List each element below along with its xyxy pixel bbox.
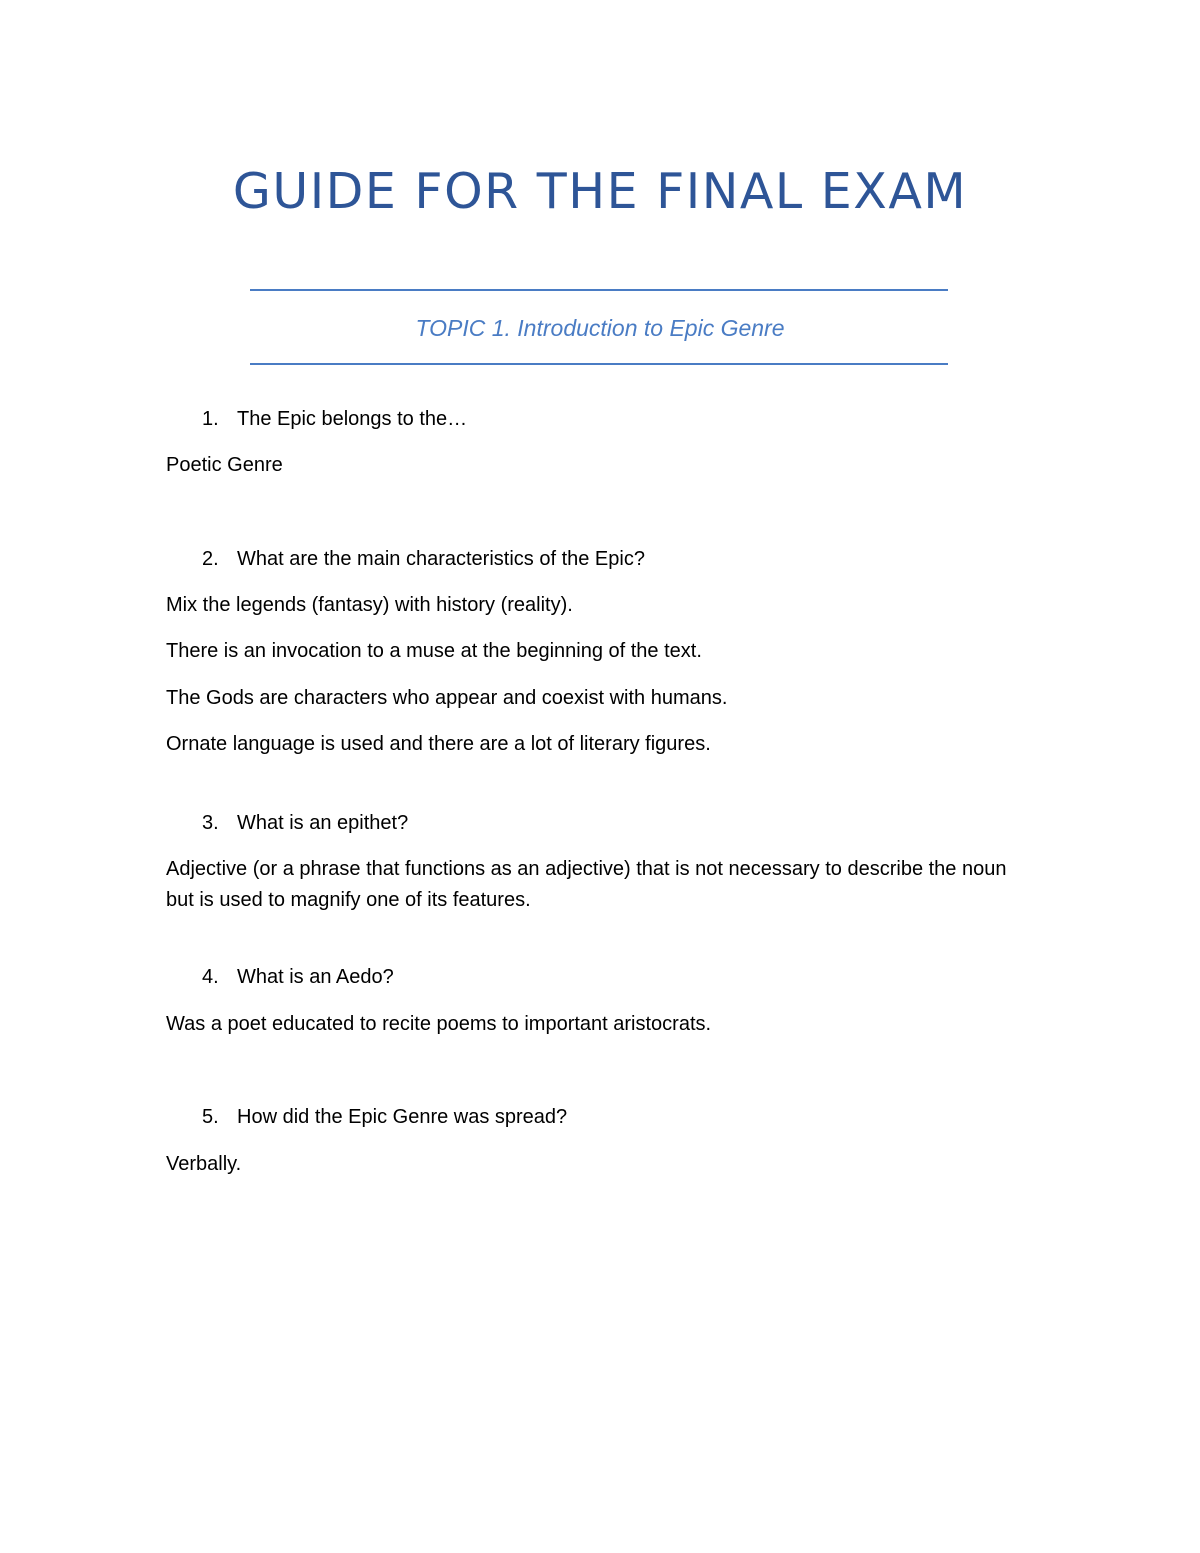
question-text: How did the Epic Genre was spread? <box>237 1106 568 1128</box>
answer-1-line-1: Poetic Genre <box>166 454 283 476</box>
question-4 <box>202 963 394 991</box>
question-text: What are the main characteristics of the Epic? <box>237 548 645 570</box>
question-1 <box>202 405 467 433</box>
answer-2-line-3: The Gods are characters who appear and coexist with humans. <box>166 687 728 709</box>
question-text: What is an epithet? <box>237 812 409 834</box>
topic-top-rule <box>250 289 948 291</box>
question-number: 1. <box>202 408 219 430</box>
answer-2-line-1: Mix the legends (fantasy) with history (reality). <box>166 594 573 616</box>
answer-2-line-2: There is an invocation to a muse at the beginning of the text. <box>166 640 702 662</box>
question-number: 3. <box>202 812 219 834</box>
answer-5-line-1: Verbally. <box>166 1153 242 1175</box>
question-2 <box>202 545 645 573</box>
question-5 <box>202 1103 567 1131</box>
document-title: GUIDE FOR THE FINAL EXAM <box>232 163 968 220</box>
topic-bottom-rule <box>250 363 948 365</box>
question-number: 2. <box>202 548 219 570</box>
answer-2-line-4: Ornate language is used and there are a lot of literary figures. <box>166 733 711 755</box>
answer-4-line-1: Was a poet educated to recite poems to important aristocrats. <box>166 1013 712 1035</box>
question-3 <box>202 809 408 837</box>
question-text: What is an Aedo? <box>237 966 394 988</box>
answer-3-line-1: Adjective (or a phrase that functions as an adjective) that is not necessary to describe the noun but is used to magnify one of its features. <box>166 858 1007 911</box>
topic-heading: TOPIC 1. Introduction to Epic Genre <box>415 315 785 341</box>
question-number: 4. <box>202 966 219 988</box>
question-text: The Epic belongs to the… <box>237 408 468 430</box>
question-number: 5. <box>202 1106 219 1128</box>
